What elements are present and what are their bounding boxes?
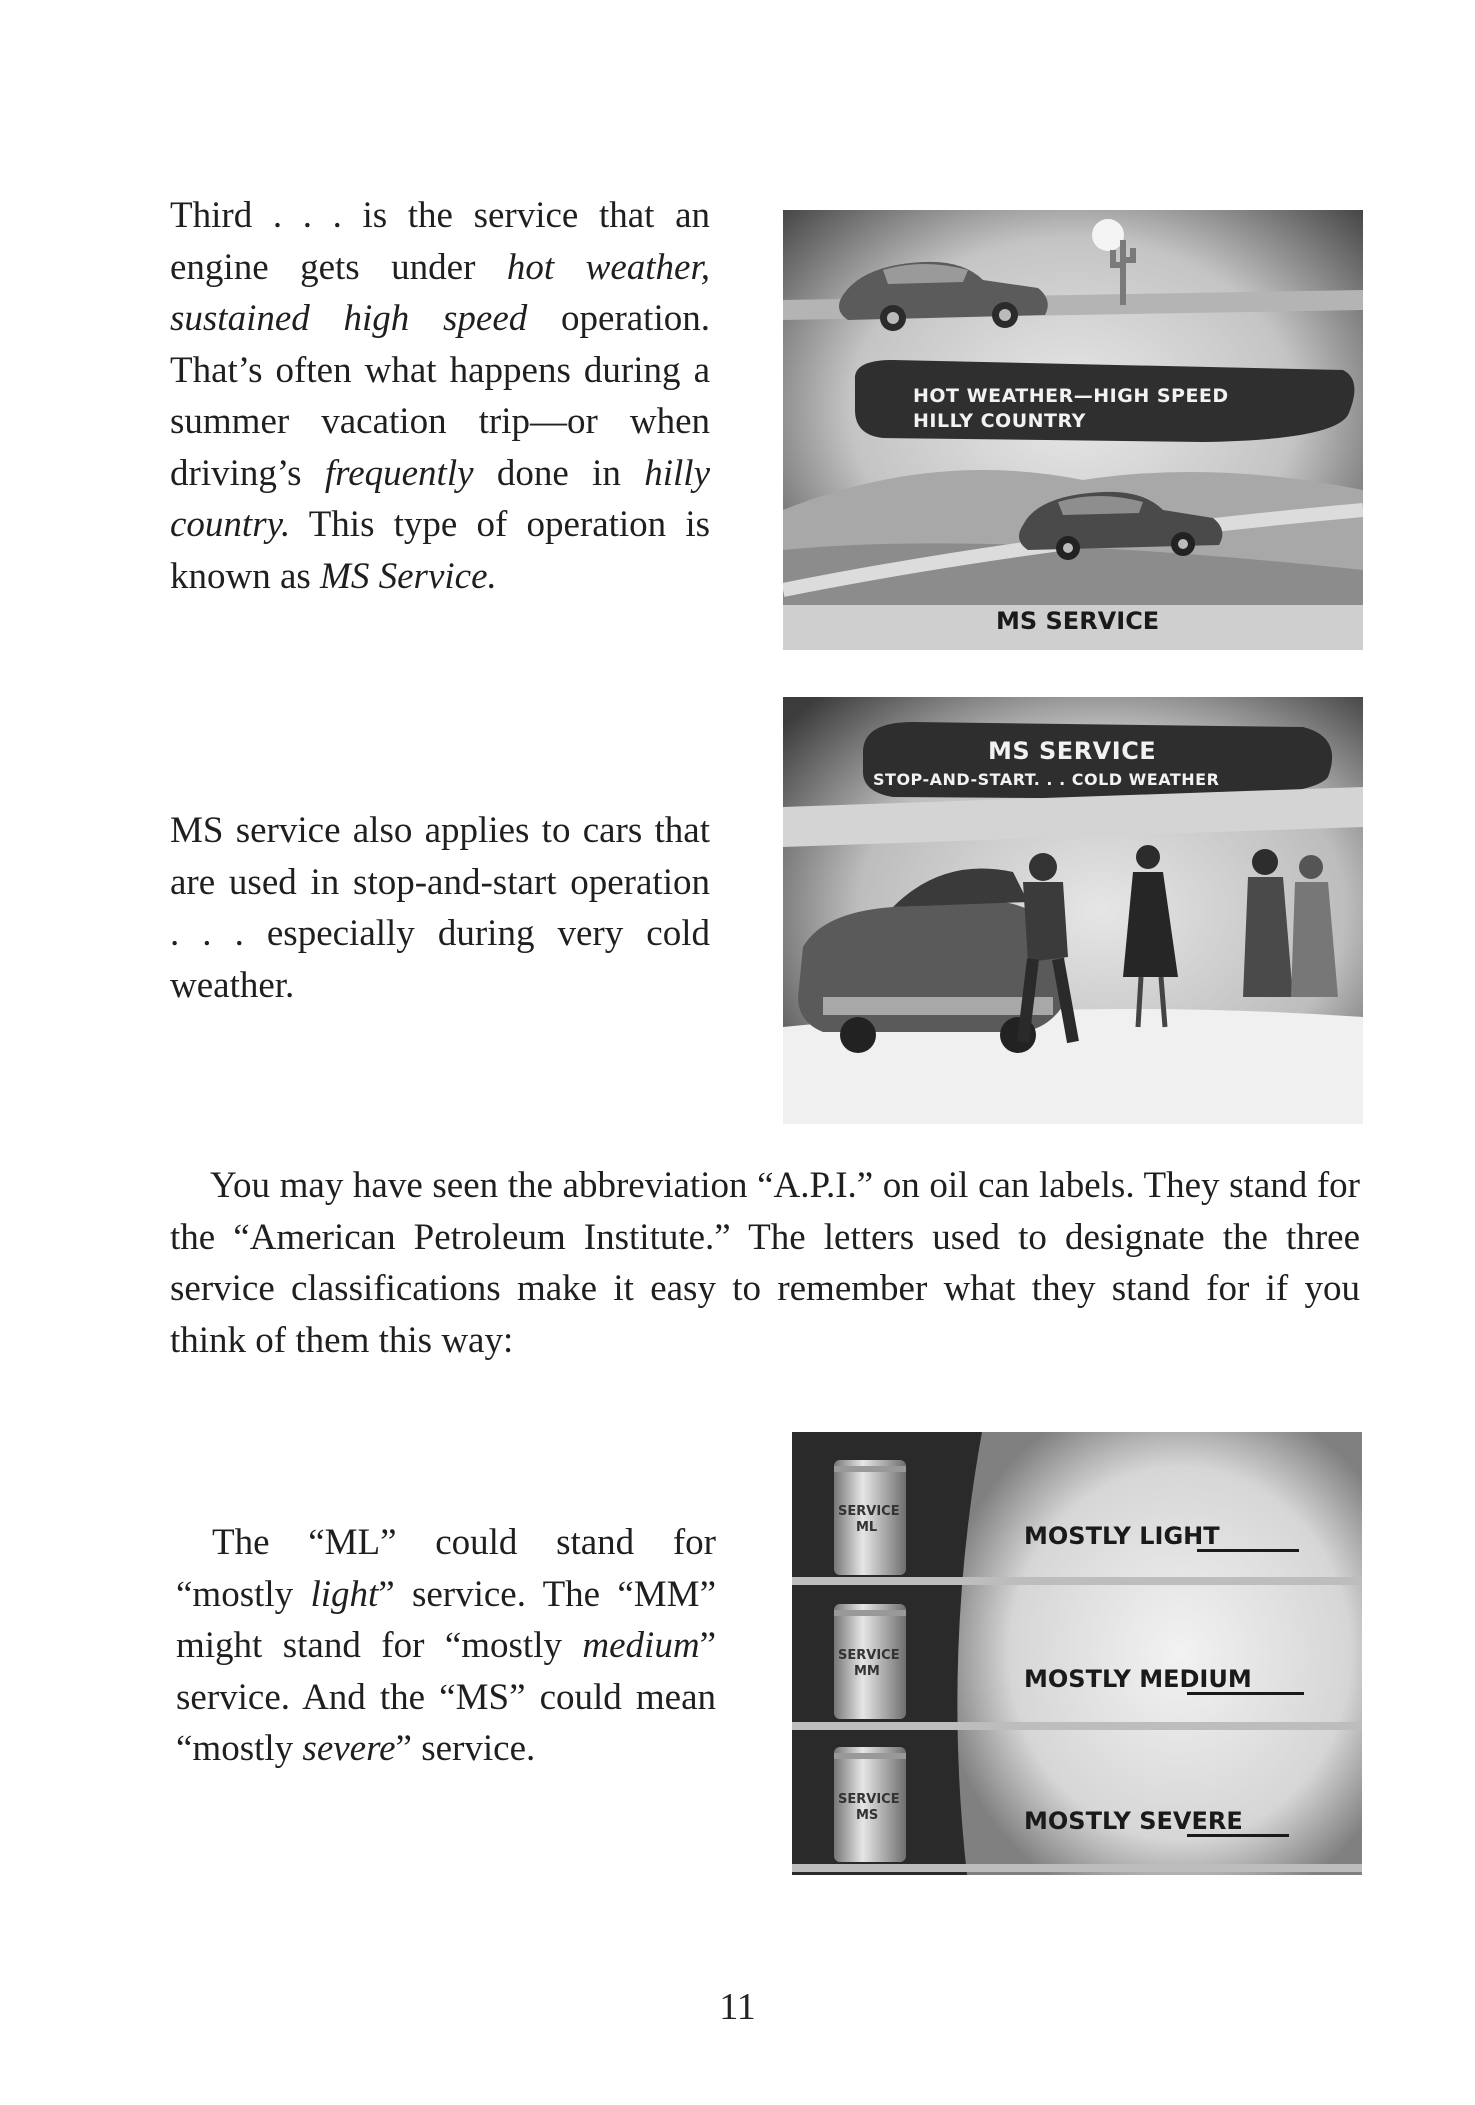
illustration-cold-weather: [783, 697, 1363, 1124]
can-label-mm-2: MM: [854, 1664, 880, 1679]
shelf-line: [792, 1722, 1362, 1730]
banner-line-2: STOP-AND-START. . . COLD WEATHER: [873, 770, 1220, 789]
row-label-mostly-light: MOSTLY LIGHT: [1024, 1522, 1220, 1550]
can-label-mm-1: SERVICE: [838, 1648, 900, 1663]
can-label-ml-2: ML: [856, 1520, 878, 1535]
page-number: 11: [719, 1986, 756, 2028]
paragraph-letters: [176, 1517, 716, 1775]
italic-run: MS Service.: [320, 555, 497, 597]
italic-run: hilly country.: [170, 452, 711, 545]
text-run: done in: [473, 452, 645, 494]
italic-run: hot weather, sustained high speed: [170, 246, 710, 339]
illustration-hot-weather: [783, 210, 1363, 650]
row-label-mostly-medium: MOSTLY MEDIUM: [1024, 1665, 1252, 1693]
text-run: ” service. And the “MS” could mean “mostly: [176, 1625, 716, 1769]
shelf-line: [792, 1577, 1362, 1585]
italic-run: light: [310, 1573, 379, 1615]
row-label-mostly-severe: MOSTLY SEVERE: [1024, 1807, 1243, 1835]
text-run: ” service. The “MM” might stand for “mostly: [176, 1573, 717, 1666]
text-run: Third . . . is the service that an engine gets under: [170, 195, 710, 288]
banner-line-1: MS SERVICE: [988, 737, 1157, 765]
italic-run: severe: [302, 1728, 396, 1769]
caption-ms-service: MS SERVICE: [996, 607, 1160, 635]
text-run: The “ML” could stand for “mostly: [176, 1522, 716, 1615]
italic-run: frequently: [324, 452, 474, 494]
banner-line-2: HILLY COUNTRY: [913, 410, 1086, 432]
banner-line-1: HOT WEATHER—HIGH SPEED: [913, 385, 1229, 407]
can-label-ms-2: MS: [856, 1808, 879, 1823]
illustration-service-cans: [792, 1432, 1362, 1875]
can-label-ms-1: SERVICE: [838, 1792, 900, 1807]
text-run: This type of operation is known as: [170, 504, 710, 597]
paragraph-api: [170, 1160, 1360, 1366]
can-label-ml-1: SERVICE: [838, 1504, 900, 1519]
sun-icon: [1092, 219, 1124, 251]
shelf-line: [792, 1864, 1362, 1872]
text-run: You may have seen the abbreviation “A.P.I.” on oil can labels. They stand for the “American Petroleum Institute.” The letters used to designate the three service classifications make it easy to remember what they stand for if you think of them this way:: [170, 1165, 1360, 1361]
italic-run: medium: [582, 1625, 700, 1666]
text-run: operation. That’s often what happens during a summer vacation trip—or when driving’s: [170, 298, 710, 494]
text-run: MS service also applies to cars that are used in stop-and-start operation . . . especially during very cold weather.: [170, 810, 710, 1006]
text-run: ” service.: [395, 1728, 536, 1769]
paragraph-ms-service: [170, 190, 710, 602]
paragraph-stop-and-start: [170, 805, 710, 1011]
